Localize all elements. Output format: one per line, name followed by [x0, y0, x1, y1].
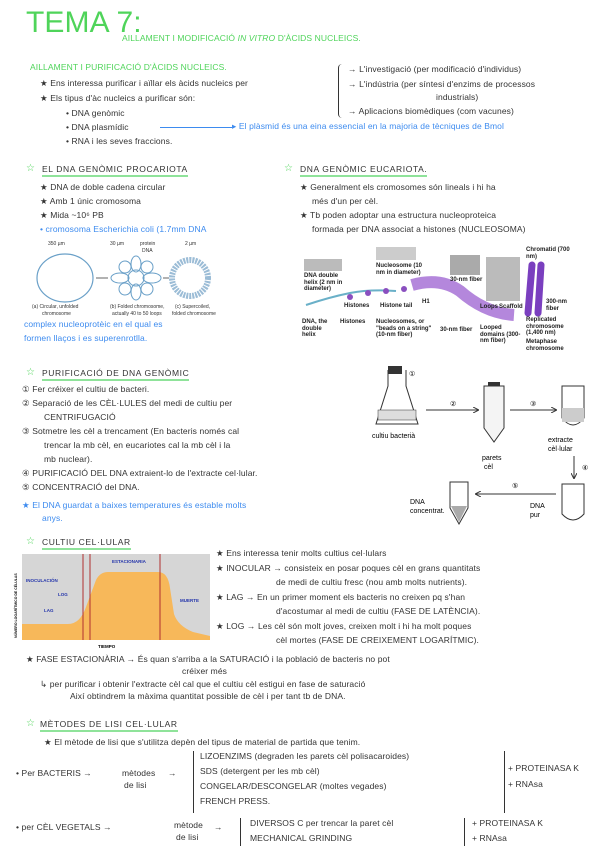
proteinasa-label: + PROTEINASA K [508, 763, 580, 773]
bullet: ★ Mida ~10⁶ PB [40, 210, 104, 220]
caption-a: chromosome [42, 311, 71, 317]
step-item [22, 398, 232, 409]
label-histones: Histones [344, 303, 370, 309]
cultiu-line: ★ LOG → Les cèl són molt joves, creixen molt i hi ha molt poques [216, 620, 472, 631]
x-axis-label: TIEMPO [98, 644, 116, 649]
label-concentrat: concentrat. [410, 508, 445, 515]
use-text: Aplicacions biomèdiques (com vacunes) [358, 106, 514, 116]
use-text: L'investigació (per modificació d'individus) [359, 64, 522, 74]
step-item [22, 468, 257, 479]
brace [240, 818, 245, 846]
purif-text-2: Així obtindrem la màxima quantitat possible de cèl i per tant tb de DNA. [70, 691, 346, 701]
dim-label: 350 µm [48, 241, 65, 247]
flask-cap [388, 366, 402, 374]
label-scaffold: Scaffold [499, 304, 523, 310]
label-dna-double-helix: DNA, the double helix [302, 319, 328, 338]
step-text: mb nuclear). [44, 454, 93, 464]
purification-diagram [370, 358, 598, 528]
cultiu-text: LOG → Les cèl són molt joves, creixen molt i hi ha molt poques [226, 620, 472, 631]
bullet-cont: formada per DNA associat a histones (NUCLEOSOMA) [312, 224, 526, 234]
bullet: ★ DNA de doble cadena circular [40, 182, 166, 192]
step-number: ② [450, 401, 457, 408]
use-item: → Aplicacions biomèdiques (com vacunes) [348, 106, 514, 116]
purif-text: per purificar i obtenir l'extracte cèl cal que el cultiu cèl estigui en fase de saturació [49, 679, 366, 689]
label-30nm-fiber-2: 30-nm fiber [440, 327, 473, 333]
subtitle-text-2: D'ÀCIDS NUCLEICS. [277, 33, 361, 43]
in-vitro-text: IN VITRO [237, 33, 276, 43]
extract [562, 408, 584, 422]
chromosome [528, 265, 541, 313]
micrograph [450, 255, 480, 275]
storage-note-2: anys. [42, 513, 63, 523]
folded-chromosome [111, 256, 161, 300]
cultiu-text: de medi de cultiu fresc (nou amb molts nutrients). [276, 577, 468, 587]
bullet-text: Mida ~10⁶ PB [50, 210, 104, 220]
bullet-1: ★ Ens interessa purificar i aïllar els àcids nucleics per [40, 78, 248, 88]
cultiu-text: d'acostumar al medi de cultiu (FASE DE LATÈNCIA). [276, 606, 481, 616]
cultiu-text: INOCULAR → consisteix en posar poques cèl en grans quantitats [226, 562, 481, 573]
bullet-2: ★ Els tipus d'àc nucleics a purificar són: [40, 93, 196, 103]
label-histones-2: Histones [340, 319, 366, 325]
dna-label: DNA [142, 248, 153, 254]
fase-estacionaria: ★ FASE ESTACIONÀRIA → És quan s'arriba a la SATURACIÓ i la població de bacteris no pot [26, 654, 390, 664]
metodes-label: mètodes [122, 768, 156, 778]
bullet: ★ Generalment els cromosomes són lineals i hi ha [300, 182, 496, 192]
note-text: El DNA guardat a baixes temperatures és estable molts [32, 500, 247, 510]
step-text: Separació de les CÈL·LULES del medi de cultiu per [32, 398, 233, 408]
caption-b: (b) Folded chromosome, [110, 304, 165, 310]
delisi-label: de lisi [176, 832, 199, 842]
star-icon: ☆ [284, 163, 293, 174]
label-inoculacion: INOCULACIÓN [26, 578, 58, 583]
nucleoprotein-note-2: formen llaços i es superenrotlla. [24, 333, 148, 343]
section-heading-lisi: MÈTODES DE LISI CEL·LULAR [40, 719, 178, 732]
step-item [22, 426, 239, 437]
item-text: RNA i les seves fraccions. [71, 136, 173, 146]
label-lag: LAG [44, 608, 54, 613]
section-heading-procariota: EL DNA GENÒMIC PROCARIOTA [42, 164, 188, 177]
bullet-text: Els tipus d'àc nucleics a purificar són: [50, 93, 196, 103]
step-number: ④ [582, 465, 589, 472]
bacteris-row: • Per BACTERIS → [16, 768, 92, 778]
cultiu-text: cèl mortes (FASE DE CREIXEMENT LOGARÍTMIC). [276, 635, 479, 645]
label-h1: H1 [422, 299, 430, 305]
label-estacionaria: ESTACIONARIA [112, 559, 146, 564]
fase-text-2: créixer més [182, 666, 228, 676]
dim-label: 2 µm [185, 241, 197, 247]
step-text: Fer créixer el cultiu de bacteri. [32, 384, 150, 394]
bullet-text: Tb poden adoptar una estructura nucleoproteica [310, 210, 497, 220]
eukaryote-chromatin-figure [300, 243, 572, 353]
brace [338, 64, 343, 118]
nucleoprotein-note: complex nucleoprotèic en el qual es [24, 319, 163, 329]
subtitle-text: AILLAMENT I MODIFICACIÓ [122, 33, 236, 43]
bullet-text: Generalment els cromosomes són lineals i hi ha [310, 182, 496, 192]
cultiu-line [276, 606, 480, 617]
caption-c: folded chromosome [172, 311, 216, 317]
cultiu-line: ★ INOCULAR → consisteix en posar poques cèl en grans quantitats [216, 562, 481, 573]
step-number: ① [22, 384, 30, 394]
label-dna-helix: DNA double helix (2 nm in diameter) [304, 273, 343, 292]
step-item [22, 384, 149, 395]
cultiu-text: LAG → En un primer moment els bacteris no creixen pq s'han [226, 591, 466, 602]
intro-text: El mètode de lisi que s'utilitza depèn del tipus de material de partida que tenim. [54, 737, 361, 747]
culture [378, 410, 416, 420]
section-heading-aillament: AILLAMENT I PURIFICACIÓ D'ÀCIDS NUCLEICS. [30, 62, 227, 72]
cultiu-text: Ens interessa tenir molts cultius cel·lulars [226, 548, 387, 558]
method-item: SDS (detergent per les mb cèl) [200, 766, 320, 776]
use-item: → L'indústria (per síntesi d'enzims de processos [348, 79, 536, 89]
label-log: LOG [58, 592, 68, 597]
bacteris-label: Per BACTERIS → [21, 768, 92, 778]
label-dnapur: pur [530, 512, 541, 519]
rnasa-label: + RNAsa [472, 833, 507, 843]
vegetals-row: • per CÈL VEGETALS → [16, 822, 112, 832]
micrograph [376, 247, 416, 260]
star-icon: ☆ [26, 367, 35, 378]
brace [500, 751, 505, 813]
step-item [44, 454, 92, 465]
method-item: LIZOENZIMS (degraden les parets cèl polisacaroides) [200, 751, 410, 761]
step-text: trencar la mb cèl, en eucariotes cal la mb cèl i la [44, 440, 231, 450]
y-axis-label: NÚMERO LOGARÍTMICO DE CÉLULAS [14, 573, 18, 638]
label-extracte: cèl·lular [548, 446, 573, 453]
metode-label: mètode [174, 820, 203, 830]
caption-a: (a) Circular, unfolded [32, 304, 79, 310]
step-text: PURIFICACIÓ DEL DNA extraient-lo de l'extracte cel·lular. [32, 468, 258, 478]
label-nucleosomes: Nucleosomes, or "beads on a string" (10-nm fiber) [376, 319, 432, 338]
label-parets: parets [482, 455, 502, 462]
step-number: ② [22, 398, 30, 408]
step-number: ⑤ [512, 483, 519, 490]
micrograph [486, 257, 520, 301]
protein-label: protein [140, 241, 156, 247]
caption-c: (c) Supercoiled, [175, 304, 211, 310]
label-histone-tail: Histone tail [380, 303, 413, 309]
arrow: → [168, 768, 177, 778]
arrow: → [214, 822, 223, 832]
dim-label: 30 µm [110, 241, 124, 247]
nucleosomes [347, 286, 407, 300]
label-muerte: MUERTE [180, 598, 199, 603]
arrow-line [160, 127, 232, 128]
label-concentrat: DNA [410, 499, 425, 506]
bullet: ★ Tb poden adoptar una estructura nucleoproteica [300, 210, 497, 220]
label-chromatid: Chromatid (700 nm) [526, 247, 570, 260]
cultiu-line: ★ Ens interessa tenir molts cultius cel·lulars [216, 548, 387, 558]
step-text: CONCENTRACIÓ del DNA. [32, 482, 140, 492]
page-subtitle [122, 33, 361, 44]
micrograph [304, 259, 342, 271]
caption-b: actually 40 to 50 loops [112, 311, 162, 317]
step-item [44, 440, 231, 451]
purif-note: ↳ per purificar i obtenir l'extracte cèl cal que el cultiu cèl estigui en fase de saturació [40, 679, 366, 689]
circular-chromosome [37, 254, 93, 302]
list-item: • DNA genòmic [66, 108, 125, 118]
label-300nm-fiber: 300-nm fiber [546, 299, 568, 312]
star-icon: ☆ [26, 536, 35, 547]
list-item: • RNA i les seves fraccions. [66, 136, 173, 146]
star-icon: ☆ [26, 718, 35, 729]
step-number: ③ [530, 401, 537, 408]
step-item [22, 482, 140, 493]
section-heading-purificacio: PURIFICACIÓ DE DNA GENÒMIC [42, 368, 189, 381]
label-cultiu: cultiu bacterià [372, 433, 416, 440]
bullet-text: Amb 1 únic cromosoma [49, 196, 142, 206]
method-item: FRENCH PRESS. [200, 796, 271, 806]
label-dnapur: DNA [530, 503, 545, 510]
bullet-text: DNA de doble cadena circular [50, 182, 166, 192]
ecoli-note: • cromosoma Escherichia coli (1.7mm DNA [40, 224, 207, 234]
label-replicated-chromosome: Replicated chromosome (1,400 nm) [526, 317, 564, 336]
vegetals-label: per CÈL VEGETALS → [21, 822, 112, 832]
bullet: ★ Amb 1 únic cromosoma [40, 196, 142, 206]
tube-cap [488, 382, 500, 386]
label-metaphase-chromosome: Metaphase chromosome [526, 339, 564, 352]
step-number: ① [409, 371, 416, 378]
plasmid-note: ▸ El plàsmid és una eina essencial en la majoria de tècniques de Bmol [232, 121, 504, 131]
page-title: TEMA 7: [26, 6, 142, 39]
bullet-cont: més d'un per cèl. [312, 196, 379, 206]
proteinasa-label: + PROTEINASA K [472, 818, 544, 828]
note-text: cromosoma Escherichia coli (1.7mm DNA [45, 224, 207, 234]
use-item: → L'investigació (per modificació d'individus) [348, 64, 522, 74]
tube-icon [484, 386, 504, 442]
label-loops: Loops [480, 304, 498, 310]
cultiu-line: ★ LAG → En un primer moment els bacteris no creixen pq s'han [216, 591, 466, 602]
label-30nm-fiber: 30-nm fiber [450, 277, 483, 283]
section-heading-cultiu: CULTIU CEL·LULAR [42, 537, 131, 550]
note-text: El plàsmid és una eina essencial en la majoria de tècniques de Bmol [238, 121, 504, 131]
growth-curve-chart [8, 552, 212, 652]
list-item: • DNA plasmídic [66, 122, 129, 132]
step-item [44, 412, 116, 423]
brace [460, 818, 465, 846]
item-text: DNA plasmídic [71, 122, 129, 132]
cultiu-line [276, 635, 479, 646]
method-item: DIVERSOS C per trencar la paret cèl [250, 818, 394, 828]
method-item: CONGELAR/DESCONGELAR (moltes vegades) [200, 781, 387, 791]
use-text: L'indústria (per síntesi d'enzims de processos [359, 79, 536, 89]
method-item: MECHANICAL GRINDING [250, 833, 353, 843]
step-number: ④ [22, 468, 30, 478]
step-text: Sotmetre les cèl a trencament (En bacteris només cal [32, 426, 240, 436]
supercoiled-chromosome [172, 260, 208, 296]
step-text: CENTRIFUGACIÓ [44, 412, 116, 422]
label-extracte: extracte [548, 437, 573, 444]
lisi-intro: ★ El mètode de lisi que s'utilitza depèn del tipus de material de partida que tenim. [44, 737, 361, 747]
bullet-text: Ens interessa purificar i aïllar els àcids nucleics per [50, 78, 248, 88]
step-number: ⑤ [22, 482, 30, 492]
tube-icon [562, 484, 584, 520]
fase-text: FASE ESTACIONÀRIA → És quan s'arriba a la SATURACIÓ i la població de bacteris no pot [36, 654, 390, 664]
item-text: DNA genòmic [71, 108, 125, 118]
cultiu-line [276, 577, 467, 588]
brace [193, 751, 198, 813]
storage-note: ★ El DNA guardat a baixes temperatures és estable molts [22, 500, 247, 510]
use-item-cont: industrials) [436, 92, 479, 102]
step-number: ③ [22, 426, 30, 436]
rnasa-label: + RNAsa [508, 779, 543, 789]
star-icon: ☆ [26, 163, 35, 174]
prokaryote-chromosome-figure [30, 236, 220, 318]
section-heading-eucariota: DNA GENÒMIC EUCARIOTA. [300, 164, 427, 177]
label-nucleosome: Nucleosome (10 nm in diameter) [376, 263, 423, 276]
label-looped-domains: Looped domains (300-nm fiber) [480, 325, 521, 344]
label-parets: cèl [484, 464, 493, 471]
delisi-label: de lisi [124, 780, 147, 790]
